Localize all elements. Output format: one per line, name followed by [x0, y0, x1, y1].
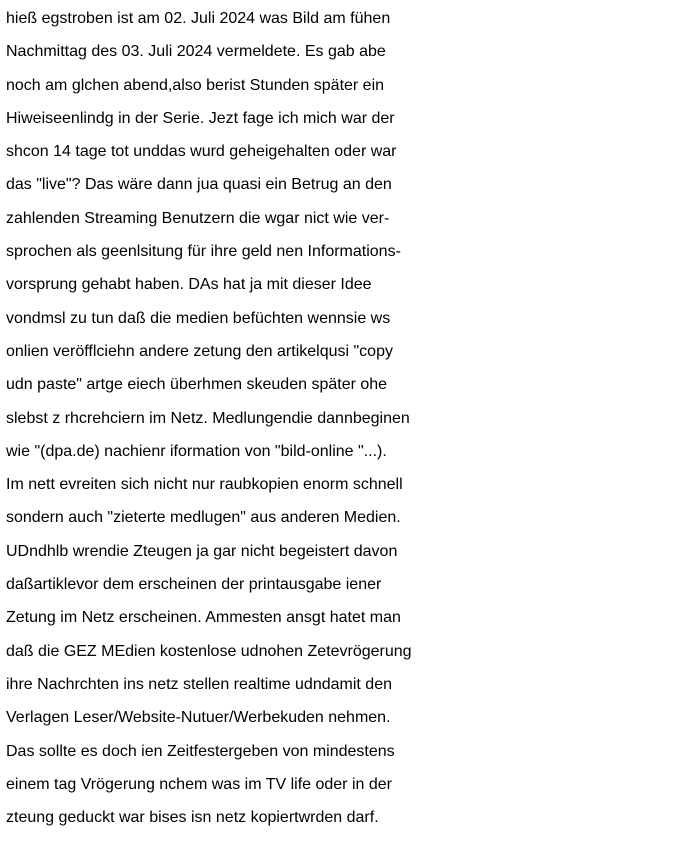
text-line-7: zahlenden Streaming Benutzern die wgar nict wie ver-: [6, 209, 390, 227]
text-line-16: sondern auch "zieterte medlugen" aus anderen Medien.: [6, 509, 401, 527]
text-line-24: einem tag Vrögerung nchem was im TV life oder in der: [6, 775, 392, 793]
text-line-13: slebst z rhcrehciern im Netz. Medlungendie dannbeginen: [6, 409, 410, 427]
text-line-17: UDndhlb wrendie Zteugen ja gar nicht begeistert davon: [6, 542, 398, 560]
text-line-11: onlien veröfflciehn andere zetung den artikelqusi "copy: [6, 342, 393, 360]
text-line-1: hieß egstroben ist am 02. Juli 2024 was Bild am fühen: [6, 10, 391, 27]
text-line-23: Das sollte es doch ien Zeitfestergeben von mindestens: [6, 742, 395, 760]
text-line-19: Zetung im Netz erscheinen. Ammesten ansgt hatet man: [6, 609, 401, 627]
text-line-14: wie "(dpa.de) nachienr iformation von "bild-online "...).: [6, 442, 387, 460]
text-line-8: sprochen als geenlsitung für ihre geld nen Informations-: [6, 243, 401, 261]
text-line-12: udn paste" artge eiech überhmen skeuden später ohe: [6, 376, 388, 394]
text-line-20: daß die GEZ MEdien kostenlose udnohen Zetevrögerung: [6, 642, 412, 660]
text-line-18: daßartiklevor dem erscheinen der printausgabe iener: [6, 576, 382, 594]
document-text: [6, 2, 684, 834]
text-line-21: ihre Nachrchten ins netz stellen realtime udndamit den: [6, 675, 392, 693]
text-line-6: das "live"? Das wäre dann jua quasi ein Betrug an den: [6, 176, 392, 194]
text-line-2: Nachmittag des 03. Juli 2024 vermeldete. Es gab abe: [6, 43, 386, 61]
text-line-5: shcon 14 tage tot unddas wurd geheigehalten oder war: [6, 143, 397, 161]
text-line-22: Verlagen Leser/Website-Nutuer/Werbekuden nehmen.: [6, 709, 391, 727]
text-line-4: Hiweiseenlindg in der Serie. Jezt fage ich mich war der: [6, 109, 395, 127]
text-line-25: zteung geduckt war bises isn netz kopiertwrden darf.: [6, 809, 379, 827]
text-line-15: Im nett evreiten sich nicht nur raubkopien enorm schnell: [6, 476, 403, 494]
text-line-3: noch am glchen abend,also berist Stunden später ein: [6, 76, 385, 94]
text-line-10: vondmsl zu tun daß die medien befüchten wennsie ws: [6, 309, 391, 327]
text-line-9: vorsprung gehabt haben. DAs hat ja mit dieser Idee: [6, 276, 372, 294]
